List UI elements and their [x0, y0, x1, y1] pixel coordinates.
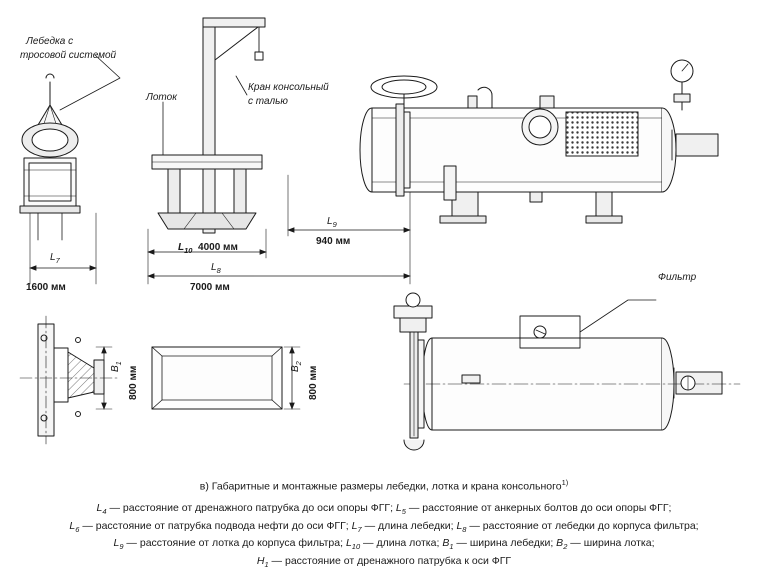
winch-front-view — [20, 55, 120, 240]
legend-line-3: $L_9$ — расстояние от лотка до корпуса фильтра; $L_{10}$ — длина лотка; $B_1$ — ширина лебедки; $B_2$ — ширина лотка; — [113, 537, 655, 552]
tray-plan-view — [152, 347, 300, 409]
dimension-L8-value: 7000 мм — [190, 282, 230, 293]
callout-crane-line2: с талью — [248, 96, 288, 107]
legend-line-1: $L_4$ — расстояние от дренажного патрубка до оси опоры ФГГ; $L_5$ — расстояние от анкерных болтов до оси опоры ФГГ; — [96, 502, 672, 517]
callout-crane-line1: Кран консольный — [248, 82, 329, 93]
dimension-B2-value: 800 мм — [308, 365, 319, 400]
filter-vessel-top-view — [360, 60, 718, 223]
dimension-L8-symbol: $L_8$ — [211, 262, 221, 275]
legend-line-2: $L_6$ — расстояние от патрубка подвода нефти до оси ФГГ; $L_7$ — длина лебедки; $L_8$ — расстояние от лебедки до корпуса фильтра; — [69, 519, 699, 534]
dimension-L9-value: 940 мм — [316, 236, 351, 247]
dimension-L7-value: 1600 мм — [26, 282, 66, 293]
dimension-L7-symbol: $L_7$ — [50, 252, 60, 265]
figure-caption: в) Габаритные и монтажные размеры лебедки, лотка и крана консольного$^{1)}$ — [199, 478, 569, 493]
dimension-L10: $L_{10}$ 4000 мм — [178, 242, 238, 255]
callout-tray: Лоток — [146, 92, 177, 103]
callout-winch-line1: Лебедка с — [26, 36, 74, 47]
callout-winch-line2: тросовой системой — [20, 50, 117, 61]
legend-line-4: $H_1$ — расстояние от дренажного патрубка к оси ФГГ — [256, 555, 512, 570]
winch-plan-view — [20, 316, 120, 444]
dimension-L9-symbol: $L_9$ — [327, 216, 337, 229]
filter-plan-view — [394, 293, 740, 450]
dimension-B1-symbol: $B_1$ — [110, 361, 123, 372]
crane-and-tray-view — [152, 18, 265, 233]
dimension-B2-symbol: $B_2$ — [290, 361, 303, 372]
callout-filter: Фильтр — [658, 272, 697, 283]
figure-legend — [10, 500, 758, 571]
dimension-B1-value: 800 мм — [128, 365, 139, 400]
